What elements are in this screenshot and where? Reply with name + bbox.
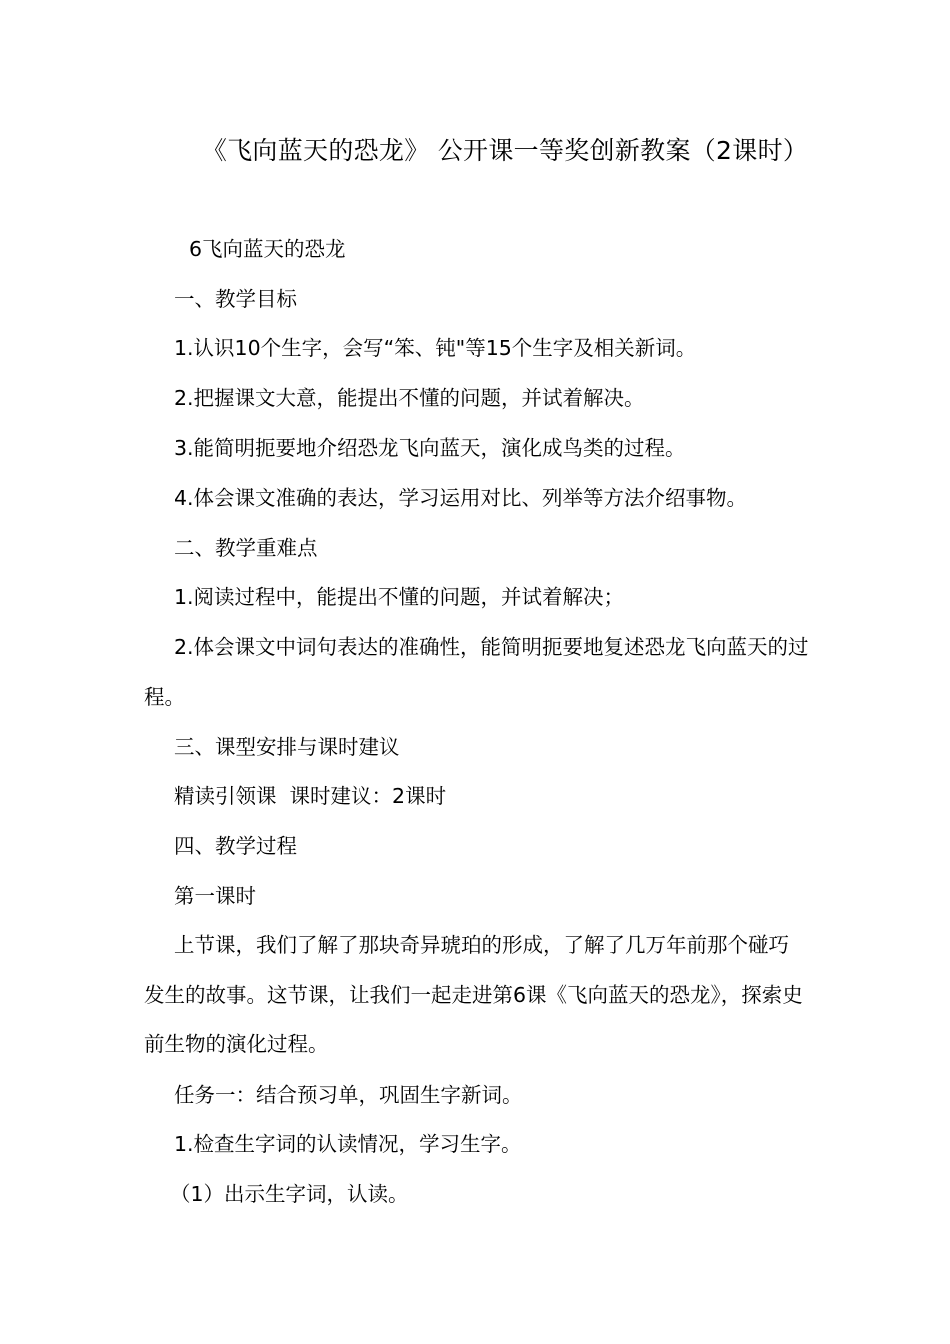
task-one-step-1: 1.检查生字词的认读情况，学习生字。: [174, 1132, 522, 1156]
task-one-substep-1: （1）出示生字词，认读。: [170, 1182, 409, 1206]
key-point-item-1: 1.阅读过程中，能提出不懂的问题，并试着解决；: [174, 585, 625, 609]
section-heading-schedule: 三、课型安排与课时建议: [174, 735, 400, 759]
section-heading-process: 四、教学过程: [174, 834, 297, 858]
goal-item-1: 1.认识10个生字，会写“笨、钝"等15个生字及相关新词。: [174, 336, 697, 360]
document-title: 《飞向蓝天的恐龙》 公开课一等奖创新教案（2课时）: [201, 136, 809, 165]
goal-item-3: 3.能简明扼要地介绍恐龙飞向蓝天，演化成鸟类的过程。: [174, 436, 686, 460]
schedule-detail: 精读引领课 课时建议：2课时: [174, 784, 447, 808]
first-lesson-heading: 第一课时: [174, 884, 256, 908]
intro-paragraph: 上节课，我们了解了那块奇异琥珀的形成，了解了几万年前那个碰巧发生的故事。这节课，让我们一起走进第6课《飞向蓝天的恐龙》，探索史前生物的演化过程。: [144, 933, 803, 1057]
goal-item-4: 4.体会课文准确的表达，学习运用对比、列举等方法介绍事物。: [174, 486, 748, 510]
section-heading-key-points: 二、教学重难点: [174, 536, 318, 560]
task-one-heading: 任务一：结合预习单，巩固生字新词。: [174, 1083, 523, 1107]
lesson-heading: 6飞向蓝天的恐龙: [189, 237, 346, 261]
key-point-item-2: 2.体会课文中词句表达的准确性，能简明扼要地复述恐龙飞向蓝天的过程。: [144, 635, 809, 709]
section-heading-goals: 一、教学目标: [174, 287, 297, 311]
goal-item-2: 2.把握课文大意，能提出不懂的问题，并试着解决。: [174, 386, 645, 410]
